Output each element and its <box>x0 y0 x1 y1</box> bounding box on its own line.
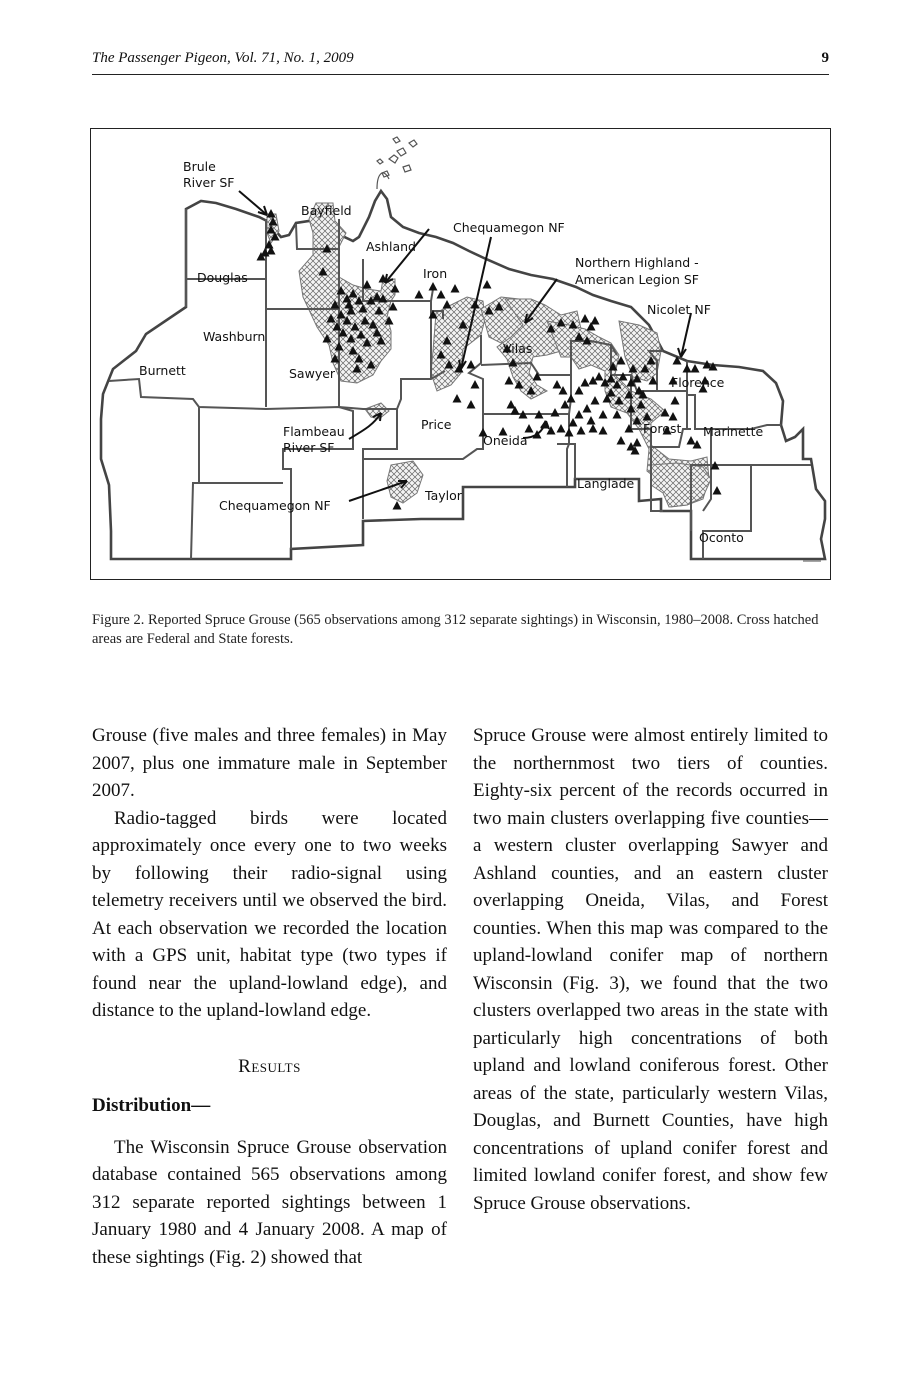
svg-text:Chequamegon NF: Chequamegon NF <box>453 220 565 235</box>
paragraph: Grouse (five males and three females) in May 2007, plus one immature male in September 2007. <box>92 725 447 801</box>
svg-text:Langlade: Langlade <box>577 476 635 491</box>
svg-text:Marinette: Marinette <box>703 424 764 439</box>
svg-text:Florence: Florence <box>671 375 725 390</box>
svg-text:Vilas: Vilas <box>503 341 533 356</box>
svg-text:Sawyer: Sawyer <box>289 366 336 381</box>
page-number: 9 <box>821 50 829 66</box>
svg-text:Chequamegon NF: Chequamegon NF <box>219 498 331 513</box>
svg-text:Oneida: Oneida <box>483 433 528 448</box>
svg-text:Taylor: Taylor <box>425 488 462 503</box>
wisconsin-county-map <box>91 129 831 580</box>
svg-text:Washburn: Washburn <box>203 329 266 344</box>
svg-text:Iron: Iron <box>423 266 448 281</box>
svg-text:Bayfield: Bayfield <box>301 203 352 218</box>
svg-text:American Legion SF: American Legion SF <box>575 272 699 287</box>
apostle-islands <box>377 137 417 189</box>
paragraph: Spruce Grouse were almost entirely limited to the northernmost two tiers of counties. Eighty-six percent of the records occurred in two main clusters overlapping five counties—a western cluster overlapping Sawyer and Ashland counties, and an eastern cluster overlapping Oneida, Vilas, and Forest counties. When this map was compared to the upland-lowland conifer map of northern Wisconsin (Fig. 3), we found that the two clusters overlapped two areas in the state with particularly high concentrations of both upland and lowland coniferous forest. Other areas of the state, particularly western Vilas, Douglas, and Burnett Counties, have high concentrations of upland conifer forest and limited lowland conifer forest, and show few Spruce Grouse observations. <box>473 725 828 1214</box>
svg-text:Oconto: Oconto <box>699 530 744 545</box>
svg-text:Northern Highland -: Northern Highland - <box>575 255 699 270</box>
body-column-right <box>473 722 828 1217</box>
body-column-left <box>92 722 447 1271</box>
figure-caption: Figure 2. Reported Spruce Grouse (565 observations among 312 separate sightings) in Wisconsin, 1980–2008. Cross hatched areas are Federal and State forests. <box>92 612 819 647</box>
svg-text:Forest: Forest <box>643 421 682 436</box>
paragraph: Radio-tagged birds were located approximately once every one to two weeks by following their radio-signal using telemetry receivers until we observed the bird. At each observation we recorded the location with a GPS unit, habitat type (two types if found near the upland-lowland edge), and distance to the upland-lowland edge. <box>92 807 447 1021</box>
running-header <box>92 50 829 75</box>
figure-map <box>90 128 831 580</box>
svg-text:Douglas: Douglas <box>197 270 248 285</box>
journal-citation: The Passenger Pigeon, Vol. 71, No. 1, 2009 <box>92 50 354 66</box>
svg-text:Brule: Brule <box>183 159 216 174</box>
svg-text:Burnett: Burnett <box>139 363 186 378</box>
svg-text:River SF: River SF <box>283 440 335 455</box>
paragraph: The Wisconsin Spruce Grouse observation database contained 565 observations among 312 separate reported sightings between 1 January 1980 and 4 January 2008. A map of these sightings (Fig. 2) showed that <box>92 1136 447 1268</box>
subsection-heading-distribution: Distribution— <box>92 1095 211 1116</box>
svg-text:Price: Price <box>421 417 452 432</box>
svg-text:Ashland: Ashland <box>366 239 416 254</box>
section-heading-results: Results <box>238 1055 301 1077</box>
svg-text:Flambeau: Flambeau <box>283 424 345 439</box>
svg-text:River SF: River SF <box>183 175 235 190</box>
svg-text:Nicolet NF: Nicolet NF <box>647 302 711 317</box>
